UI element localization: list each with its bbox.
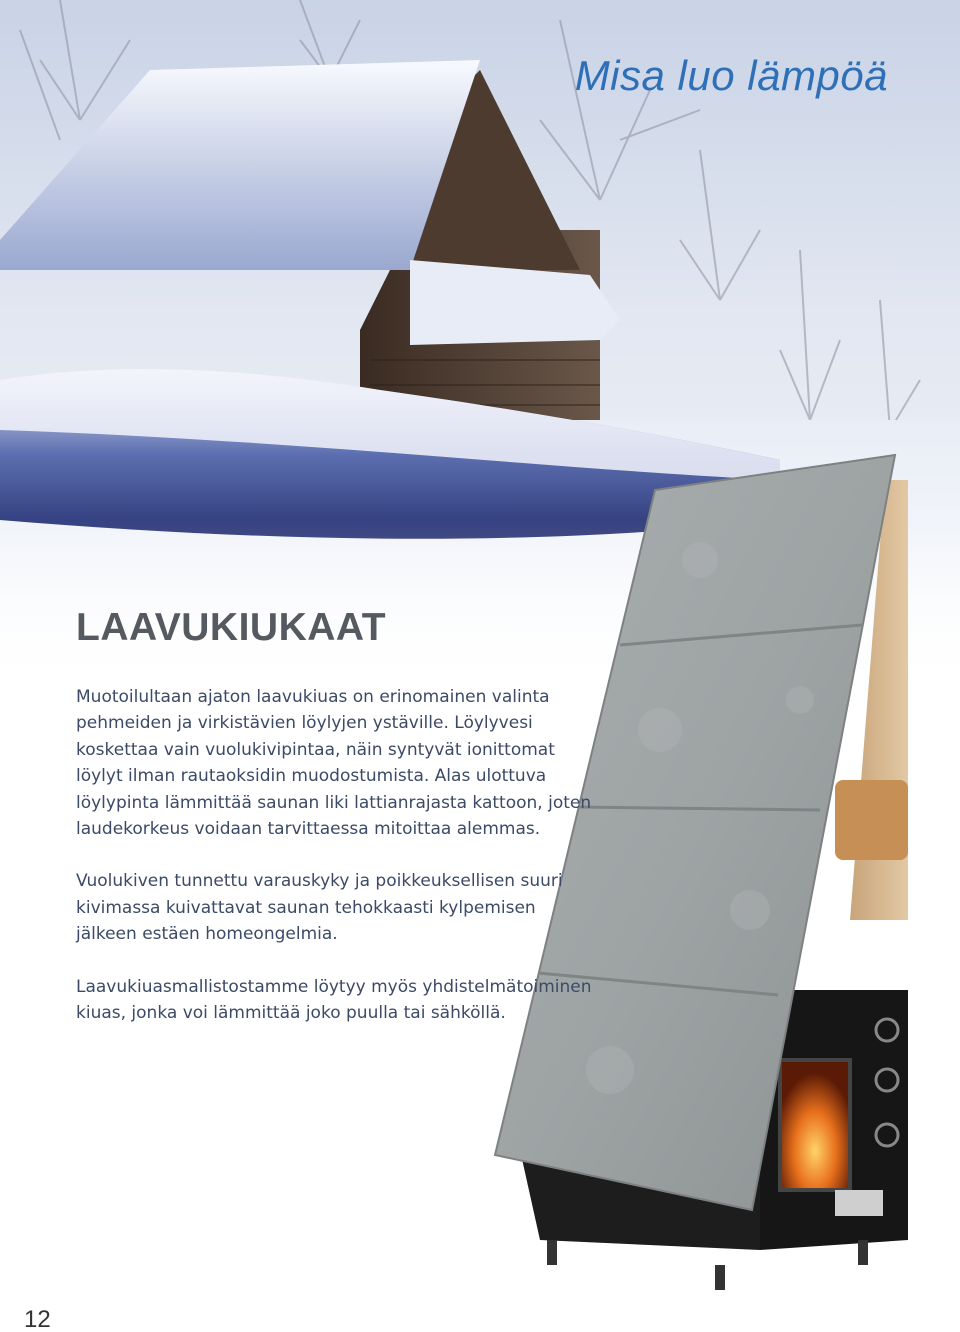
paragraph-combination: Laavukiuasmallistostamme löytyy myös yhdistelmätoiminen kiuas, jonka voi lämmittää joko puulla tai sähköllä.	[76, 976, 592, 1024]
page-number: 12	[24, 1306, 51, 1332]
paragraph-intro: Muotoilultaan ajaton laavukiuas on erinomainen valinta pehmeiden ja virkistävien löylyjen ystäville. Löylyvesi koskettaa vain vuolukivipintaa, näin syntyvät ionittomat löylyt ilman rautaoksidin muodostumista. Alas ulottuva löylypinta lämmittää saunan liki lattianrajasta kattoon, joten laudekorkeus voidaan tarvittaessa mitoittaa alemmas.	[76, 687, 592, 840]
body-text	[76, 684, 596, 1052]
paragraph-soapstone: Vuolukiven tunnettu varauskyky ja poikkeuksellisen suuri kivimassa kuivattavat saunan tehokkaasti kylpemisen jälkeen estäen homeongelmia.	[76, 871, 563, 945]
section-heading: LAAVUKIUKAAT	[76, 606, 387, 649]
tagline: Misa luo lämpöä	[574, 52, 888, 99]
